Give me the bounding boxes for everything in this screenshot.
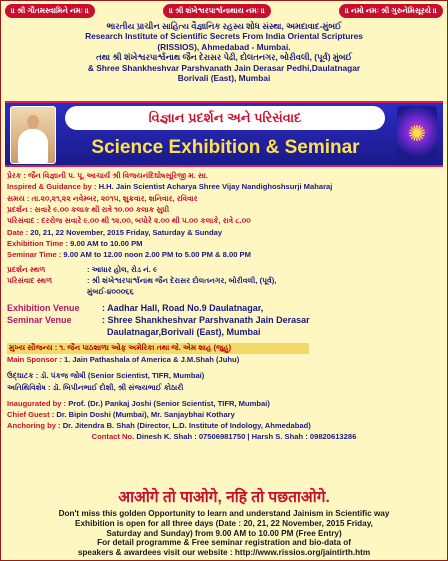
gj-venue-2-cont: મુંબઈ-૪૦૦૦૬૬: [87, 287, 134, 296]
organizer-header: [7, 21, 441, 83]
footer-line-2: Exhibition is open for all three days (Date : 20, 21, 22 November, 2015 Friday,: [75, 518, 373, 528]
inaugurated-line: Inaugurated by : Prof. (Dr.) Pankaj Joshi (Senior Scientist, TIFR, Mumbai): [7, 399, 270, 408]
hindi-slogan: आओगे तो पाओगे, नहि तो पछताओगे.: [118, 489, 330, 506]
seminar-venue-cont: Daulatnagar,Borivali (East), Mumbai: [107, 327, 261, 337]
header-line-3: (RISSIOS), Ahmedabad - Mumbai.: [157, 41, 291, 52]
header-line-4: તથા શ્રી શંખેશ્વરપાર્શ્વનાથ જૈન દેરાસર પેઢી, દોલતનગર, બોરીવલી, (પૂર્વ) મુંબઈ: [96, 52, 352, 63]
mukhya-sponsor-line: મુખ્ય સૌજન્ય : ૧. જૈન પાઠશાળા ઓફ અમેરિકા તથા જે. એમ શાહ (જુહુ): [7, 343, 309, 354]
seminar-time-line: Seminar Time : 9.00 AM to 12.00 noon 2.00 PM to 5.00 PM & 8.00 PM: [7, 250, 251, 259]
chief-guest-line: Chief Guest : Dr. Bipin Doshi (Mumbai), Mr. Sanjaybhai Kothary: [7, 410, 235, 419]
title-banner: [5, 101, 443, 167]
meditation-chakra-icon: ✺: [397, 106, 437, 162]
inspired-line: Inspired & Guidance by : H.H. Jain Scientist Acharya Shree Vijay Nandighoshsurji Maharaj: [7, 182, 333, 191]
seminar-venue: Seminar Venue : Shree Shankheshvar Parshvanath Jain Derasar: [7, 315, 310, 325]
footer-line-4: For detail programme & Free seminar registration and bio-data of: [97, 538, 351, 548]
footer-website[interactable]: speakers & awardees visit our website : http://www.rissios.org/jaintirth.htm: [77, 548, 371, 558]
invocation-pill-2: ॥ શ્રી શંખેશ્વરપાર્શ્વનાથાય નમઃ ॥: [163, 4, 271, 18]
exhibition-venue: Exhibition Venue : Aadhar Hall, Road No.9 Daulatnagar,: [7, 303, 264, 313]
pradarshan-time-line: પ્રદર્શન : સવારે ૯.૦૦ કલાક થી રાત્રે ૧૦.૦૦ કલાક સુધી: [7, 205, 170, 214]
prerak-line: પ્રેરક : જૈન વિજ્ઞાની પ. પૂ. આચાર્ય શ્રી વિજયનંદિઘોષસૂરિજી મ. સા.: [7, 171, 208, 180]
date-line: Date : 20, 21, 22 November, 2015 Friday, Saturday & Sunday: [7, 228, 223, 237]
gj-venue-2: પરિસંવાદ સ્થળ : શ્રી શંખેશ્વરપાર્શ્વનાથ જૈન દેરાસર દોલતનગર, બોરીવલી, (પૂર્વ),: [7, 276, 277, 285]
contact-line: Contact No. Dinesh K. Shah : 07506981750 | Harsh S. Shah : 09820613286: [91, 432, 357, 441]
footer-info: [7, 509, 441, 558]
invocation-pill-3: ॥ નમો નમઃ શ્રી ગુરુનેમિસૂરયે ॥: [339, 4, 443, 18]
main-sponsor-line: Main Sponsor : 1. Jain Pathashala of America & J.M.Shah (Juhu): [7, 355, 240, 364]
anchoring-line: Anchoring by : Dr. Jitendra B. Shah (Director, L.D. Institute of Indology, Ahmedabad): [7, 421, 311, 430]
exhibition-time-line: Exhibition Time : 9.00 AM to 10.00 PM: [7, 239, 143, 248]
header-line-5: & Shree Shankheshvar Parshvanath Jain Derasar Pedhi,Daulatnagar: [87, 62, 361, 73]
gj-venue-1: પ્રદર્શન સ્થળ : આધાર હોલ, રોડ નં. ૯: [7, 265, 158, 274]
atithi-line: અતિથિવિશેષ : ડૉ. બિપીનભાઈ દોશી, શ્રી સંજયભાઈ કોઠારી: [7, 383, 184, 392]
header-line-1: ભારતીય પ્રાચીન સાહિત્ય વૈજ્ઞાનિક રહસ્ય શોધ સંસ્થા, અમદાવાદ-મુંબઈ: [106, 21, 342, 31]
title-english: Science Exhibition & Seminar: [91, 137, 360, 158]
footer-line-1: Don't miss this golden Opportunity to learn and understand Jainism in Scientific way: [58, 509, 390, 518]
parisamvad-time-line: પરિસંવાદ : દરરોજ સવારે ૯.૦૦ થી ૧૨.૦૦, બપોરે ૨.૦૦ થી ૫.૦૦ કલાકે, રાત્રે ૮.૦૦: [7, 216, 251, 225]
acharya-photo: [10, 106, 56, 164]
invocation-pill-1: ॥ શ્રી ગૌતમસ્વામિને નમઃ ॥: [5, 4, 95, 18]
header-line-2: Research Institute of Scientific Secrets From India Oriental Scriptures: [85, 31, 363, 42]
udghatak-line: ઉદ્ઘાટક : ડૉ. પંકજ જોષી (Senior Scientist, TIFR, Mumbai): [7, 371, 205, 380]
title-gujarati: વિજ્ઞાન પ્રદર્શન અને પરિસંવાદ: [65, 106, 385, 130]
footer-line-3: Saturday and Sunday) from 9.00 AM to 10.00 PM (Free Entry): [106, 528, 342, 538]
samay-line: સમય : તા.૨૦,૨૧,૨૨ નવેમ્બર, ૨૦૧૫, શુક્રવાર, શનિવાર, રવિવાર: [7, 194, 198, 203]
invocation-bar: [5, 4, 443, 18]
header-line-6: Borivali (East), Mumbai: [177, 73, 271, 84]
